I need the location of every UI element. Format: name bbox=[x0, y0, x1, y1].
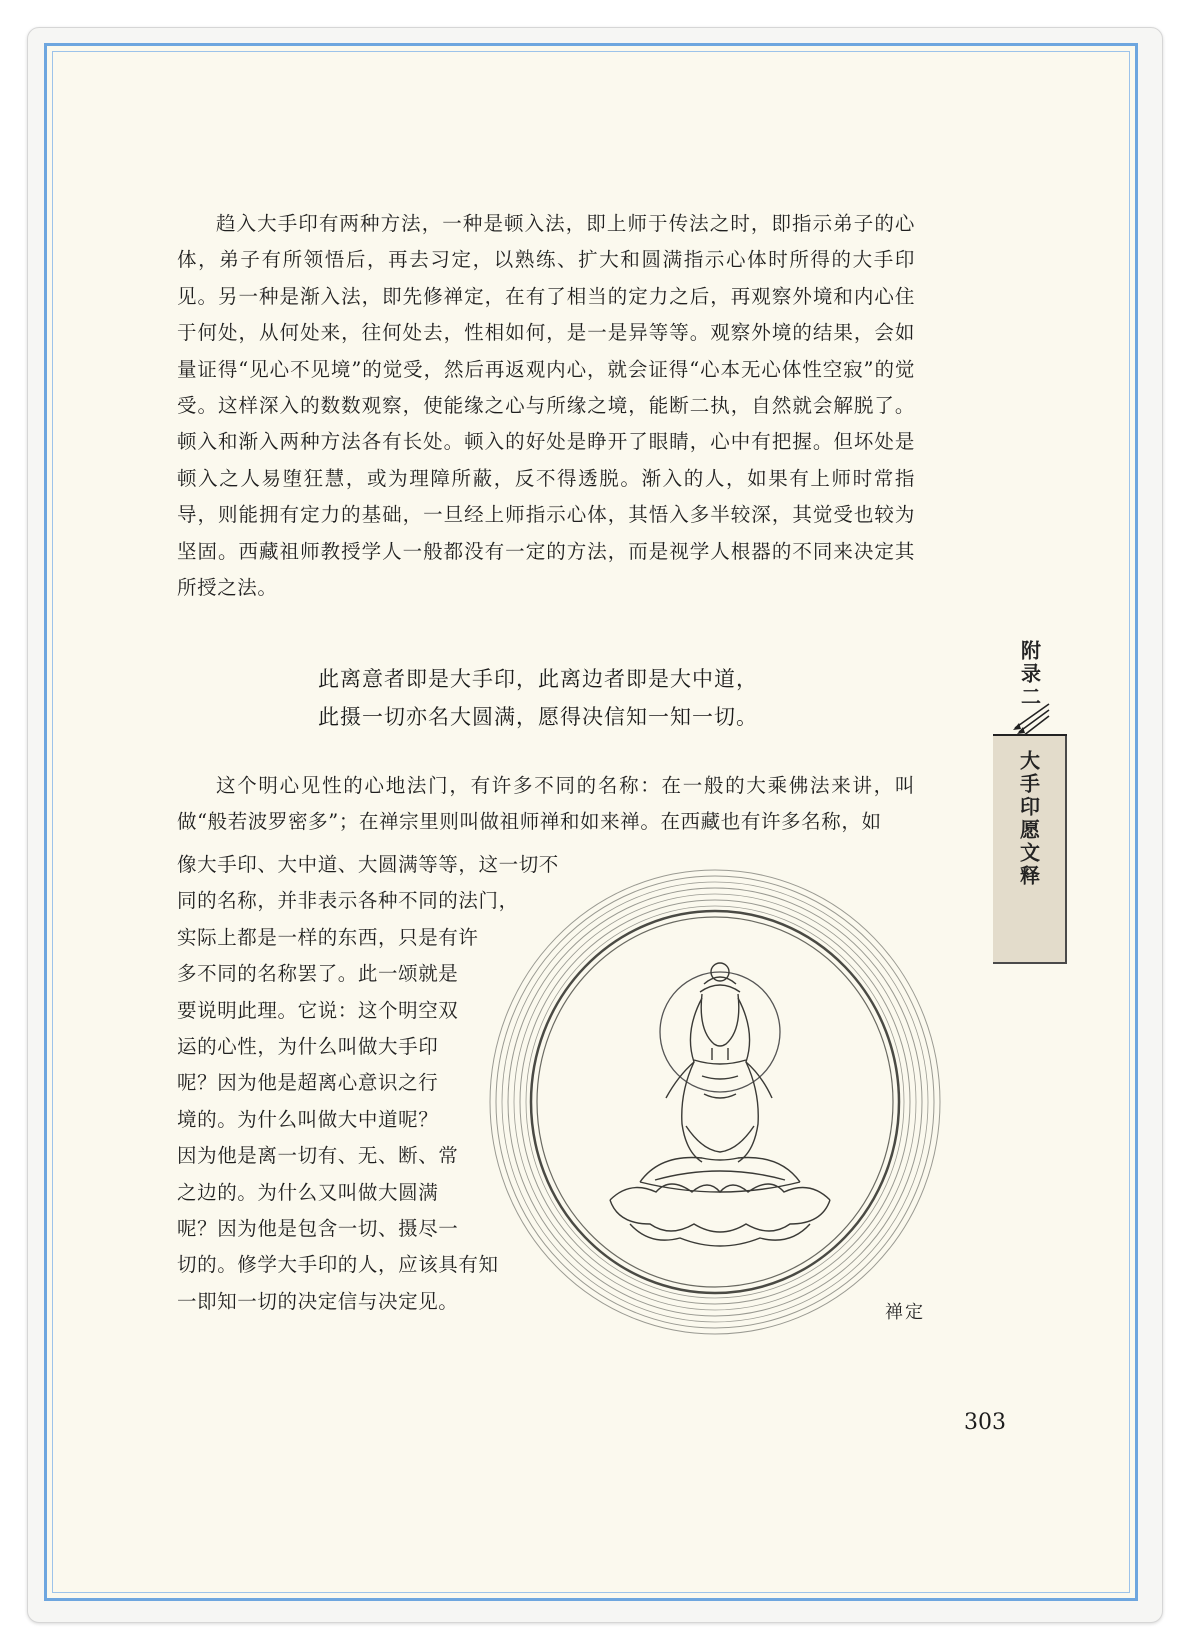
tab-section-text: 附录二 bbox=[1017, 640, 1042, 709]
paragraph-3-line: 运的心性，为什么叫做大手印 bbox=[177, 1035, 439, 1059]
paragraph-3-line: 多不同的名称罢了。此一颂就是 bbox=[177, 962, 459, 986]
paragraph-3-line: 切的。修学大手印的人，应该具有知 bbox=[177, 1253, 499, 1277]
meditating-buddha-illustration bbox=[480, 862, 950, 1342]
paragraph-3-line: 像大手印、大中道、大圆满等等，这一切不 bbox=[177, 853, 559, 876]
paragraph-3-line: 实际上都是一样的东西，只是有许 bbox=[177, 925, 479, 949]
tab-title-box bbox=[993, 736, 1067, 964]
verse-line-1: 此离意者即是大手印，此离边者即是大中道， bbox=[318, 667, 758, 691]
body-paragraph-2: 这个明心见性的心地法门，有许多不同的名称：在一般的大乘佛法来讲，叫做“般若波罗密多”；在禅宗里则叫做祖师禅和如来禅。在西藏也有许多名称，如 bbox=[177, 774, 915, 834]
paragraph-3-line: 因为他是离一切有、无、断、常 bbox=[177, 1144, 459, 1168]
paragraph-3-line: 之边的。为什么又叫做大圆满 bbox=[177, 1180, 439, 1204]
body-paragraph-3 bbox=[177, 847, 559, 1320]
illustration-caption: 禅定 bbox=[885, 1302, 925, 1323]
tab-title-text: 大手印愿文释 bbox=[1016, 750, 1041, 888]
body-paragraph-1: 趋入大手印有两种方法，一种是顿入法，即上师于传法之时，即指示弟子的心体，弟子有所领悟后，再去习定，以熟练、扩大和圆满指示心体时所得的大手印见。另一种是渐入法，即先修禅定，在有了相当的定力之后，再观察外境和内心住于何处，从何处来，往何处去，性相如何，是一是异等等。观察外境的结果，会如量证得“见心不见境”的觉受，然后再返观内心，就会证得“心本无心体性空寂”的觉受。这样深入的数数观察，使能缘之心与所缘之境，能断二执，自然就会解脱了。顿入和渐入两种方法各有长处。顿入的好处是睁开了眼睛，心中有把握。但坏处是顿入之人易堕狂慧，或为理障所蔽，反不得透脱。渐入的人，如果有上师时常指导，则能拥有定力的基础，一旦经上师指示心体，其悟入多半较深，其觉受也较为坚固。西藏祖师教授学人一般都没有一定的方法，而是视学人根器的不同来决定其所授之法。 bbox=[177, 212, 915, 600]
paragraph-3-line: 呢？因为他是包含一切、摄尽一 bbox=[177, 1217, 459, 1241]
paragraph-3-line: 同的名称，并非表示各种不同的法门， bbox=[177, 889, 519, 913]
verse-line-2: 此摄一切亦名大圆满，愿得决信知一知一切。 bbox=[318, 705, 758, 729]
arrows-icon bbox=[1009, 702, 1053, 738]
chapter-side-tab bbox=[993, 636, 1067, 964]
paragraph-3-line: 要说明此理。它说：这个明空双 bbox=[177, 998, 459, 1022]
paragraph-3-line: 境的。为什么叫做大中道呢？ bbox=[177, 1107, 439, 1131]
page-number: 303 bbox=[964, 1410, 1006, 1435]
paragraph-3-line: 呢？因为他是超离心意识之行 bbox=[177, 1071, 439, 1095]
paragraph-3-line: 一即知一切的决定信与决定见。 bbox=[177, 1289, 459, 1313]
